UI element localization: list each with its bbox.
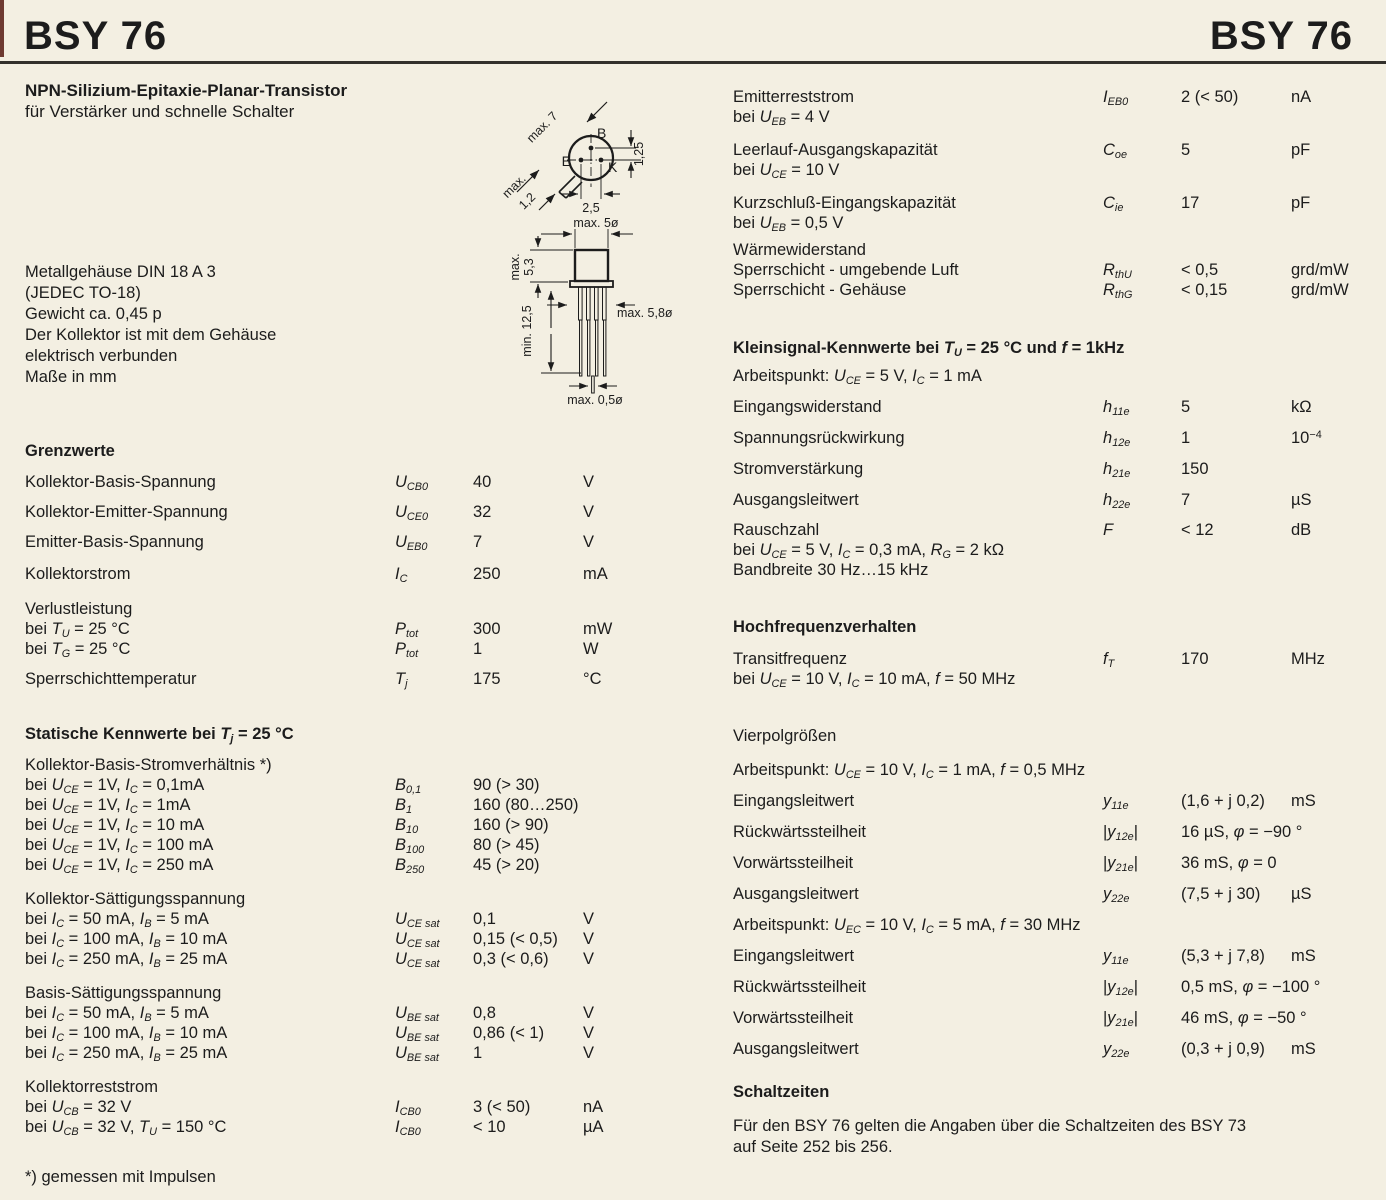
row-unit: mS bbox=[1291, 792, 1316, 810]
row-unit: mA bbox=[583, 565, 608, 583]
row-label: bei $T_G = 25$ °C bbox=[25, 640, 131, 660]
row-label: bei $I_C = 250$ mA, $I_B = 25$ mA bbox=[25, 950, 228, 970]
row-label: Kollektor-Sättigungsspannung bbox=[25, 890, 246, 908]
row-unit: V bbox=[583, 1024, 595, 1042]
row-label: Sperrschicht - Gehäuse bbox=[733, 281, 907, 299]
row-label: Ausgangsleitwert bbox=[733, 491, 859, 509]
spec-row bbox=[25, 669, 680, 689]
row-symbol: $R_{thU}$ bbox=[1103, 261, 1132, 281]
row-symbol: $B_{100}$ bbox=[395, 836, 425, 856]
margin-accent-strip bbox=[0, 0, 4, 57]
row-value: 160 (> 90) bbox=[473, 816, 549, 834]
row-unit: µA bbox=[583, 1118, 604, 1136]
row-symbol: $f_T$ bbox=[1103, 650, 1115, 670]
spec-row bbox=[25, 502, 680, 522]
row-value: 0,15 (< 0,5) bbox=[473, 930, 558, 948]
spec-row bbox=[25, 1043, 680, 1063]
row-unit: dB bbox=[1291, 521, 1312, 539]
row-value: 5 bbox=[1181, 141, 1191, 159]
row-unit: V bbox=[583, 503, 595, 521]
case-info-line: (JEDEC TO-18) bbox=[25, 284, 141, 302]
row-label: bei $I_C = 50$ mA, $I_B = 5$ mA bbox=[25, 1004, 209, 1024]
row-label: Vorwärtssteilheit bbox=[733, 1009, 854, 1027]
row-label: Arbeitspunkt: $U_{CE} = 10$ V, $I_C = 1$ mA, f = 0,5 MHz bbox=[733, 761, 1086, 781]
row-unit: V bbox=[583, 950, 595, 968]
dim-label-tab-1: max. bbox=[499, 171, 529, 201]
dim-label-tab-2: 1,2 bbox=[516, 190, 539, 213]
row-label: Vorwärtssteilheit bbox=[733, 854, 854, 872]
section-hochfrequenzverhalten bbox=[733, 617, 1383, 689]
row-label: bei $U_{CE} = 10$ V bbox=[733, 161, 840, 181]
row-label: bei $U_{EB} = 4$ V bbox=[733, 108, 830, 128]
spec-row bbox=[733, 280, 1383, 300]
row-label: Arbeitspunkt: $U_{EC} = 10$ V, $I_C = 5$ mA, f = 30 MHz bbox=[733, 916, 1081, 936]
pin-label-emitter: E bbox=[561, 153, 571, 169]
row-symbol: $h_{12e}$ bbox=[1103, 429, 1131, 449]
row-value: 150 bbox=[1181, 460, 1209, 478]
row-value: < 12 bbox=[1181, 521, 1214, 539]
row-unit: mS bbox=[1291, 947, 1316, 965]
spec-text-line bbox=[25, 1077, 680, 1097]
spec-row bbox=[25, 815, 680, 835]
section-heading bbox=[25, 441, 680, 461]
row-unit: W bbox=[583, 640, 599, 658]
spec-row bbox=[25, 835, 680, 855]
row-label: Vierpolgrößen bbox=[733, 727, 837, 745]
row-value: 36 mS, φ = 0 bbox=[1181, 854, 1277, 872]
row-value: 0,5 mS, φ = −100 ° bbox=[1181, 978, 1321, 996]
spec-row bbox=[733, 87, 1383, 107]
spec-text-line bbox=[733, 560, 1383, 580]
dim-label-cap-height-1: max. bbox=[508, 253, 522, 281]
row-label: Ausgangsleitwert bbox=[733, 1040, 859, 1058]
row-symbol: $B_{10}$ bbox=[395, 816, 419, 836]
row-label: bei $U_{CE} = 1V$, $I_C = 1mA$ bbox=[25, 796, 191, 816]
row-value: 17 bbox=[1181, 194, 1200, 212]
row-label: Kurzschluß-Eingangskapazität bbox=[733, 194, 956, 212]
spec-row bbox=[733, 649, 1383, 669]
row-value: 80 (> 45) bbox=[473, 836, 540, 854]
row-unit: kΩ bbox=[1291, 398, 1312, 416]
spec-row bbox=[733, 822, 1383, 842]
row-label: bei $U_{CB} = 32$ V bbox=[25, 1098, 132, 1118]
row-label: bei $U_{CE} = 1V$, $I_C = 10$ mA bbox=[25, 816, 205, 836]
row-label: bei $U_{EB} = 0,5$ V bbox=[733, 214, 844, 234]
row-unit: grd/mW bbox=[1291, 281, 1349, 299]
spec-text-line bbox=[733, 107, 1383, 127]
row-label: Kollektor-Emitter-Spannung bbox=[25, 503, 228, 521]
row-label: Rückwärtssteilheit bbox=[733, 823, 866, 841]
row-symbol: $U_{CB0}$ bbox=[395, 473, 429, 493]
spec-row bbox=[25, 639, 680, 659]
row-label: Bandbreite 30 Hz…15 kHz bbox=[733, 561, 929, 579]
row-label: Ausgangsleitwert bbox=[733, 885, 859, 903]
row-symbol: $C_{oe}$ bbox=[1103, 141, 1128, 161]
row-label: Kollektor-Basis-Stromverhältnis *) bbox=[25, 756, 272, 774]
row-symbol: $B_{250}$ bbox=[395, 856, 425, 876]
spec-row bbox=[733, 140, 1383, 160]
row-symbol: $I_{CB0}$ bbox=[395, 1098, 421, 1118]
row-label: Wärmewiderstand bbox=[733, 241, 866, 259]
row-symbol: $|y_{12e}|$ bbox=[1103, 823, 1138, 843]
spec-row bbox=[25, 949, 680, 969]
section-heading bbox=[733, 338, 1383, 358]
row-label: bei $T_U = 25$ °C bbox=[25, 620, 130, 640]
row-symbol: F bbox=[1103, 521, 1114, 539]
package-drawing bbox=[483, 86, 698, 426]
row-symbol: $h_{22e}$ bbox=[1103, 491, 1131, 511]
row-value: 2 (< 50) bbox=[1181, 88, 1239, 106]
package-top-view bbox=[516, 102, 641, 213]
spec-row bbox=[25, 929, 680, 949]
row-symbol: $U_{CE0}$ bbox=[395, 503, 429, 523]
row-label: Emitter-Basis-Spannung bbox=[25, 533, 204, 551]
schaltzeiten-line: Für den BSY 76 gelten die Angaben über die Schaltzeiten des BSY 73 bbox=[733, 1117, 1247, 1135]
row-symbol: $U_{BE sat}$ bbox=[395, 1004, 439, 1024]
row-symbol: $B_1$ bbox=[395, 796, 413, 816]
case-info-line: Maße in mm bbox=[25, 368, 117, 386]
row-value: 7 bbox=[473, 533, 483, 551]
spec-row bbox=[25, 532, 680, 552]
row-label: Leerlauf-Ausgangskapazität bbox=[733, 141, 938, 159]
schaltzeiten-line: auf Seite 252 bis 256. bbox=[733, 1138, 893, 1156]
row-label: Eingangsleitwert bbox=[733, 792, 855, 810]
row-unit: V bbox=[583, 1004, 595, 1022]
row-value: < 0,5 bbox=[1181, 261, 1219, 279]
spec-row bbox=[733, 1039, 1383, 1059]
row-value: 1 bbox=[1181, 429, 1191, 447]
dim-label-lead-length: min. 12,5 bbox=[520, 305, 534, 357]
spec-row bbox=[25, 909, 680, 929]
row-unit: grd/mW bbox=[1291, 261, 1349, 279]
row-value: 170 bbox=[1181, 650, 1209, 668]
device-application-line: für Verstärker und schnelle Schalter bbox=[25, 102, 295, 121]
row-label: bei $U_{CE} = 1V$, $I_C = 250$ mA bbox=[25, 856, 214, 876]
row-value: 7 bbox=[1181, 491, 1191, 509]
row-value: 175 bbox=[473, 670, 501, 688]
spec-text-line bbox=[25, 889, 680, 909]
row-label: Stromverstärkung bbox=[733, 460, 864, 478]
row-value: 0,3 (< 0,6) bbox=[473, 950, 549, 968]
spec-row bbox=[733, 977, 1383, 997]
spec-row bbox=[733, 397, 1383, 417]
spec-row bbox=[733, 791, 1383, 811]
spec-row bbox=[25, 775, 680, 795]
row-unit: °C bbox=[583, 670, 602, 688]
row-symbol: $h_{11e}$ bbox=[1103, 398, 1130, 418]
section-vierpolgroessen bbox=[733, 726, 1383, 1059]
dim-label-pin-vertical: 1,25 bbox=[632, 141, 646, 167]
spec-row bbox=[733, 193, 1383, 213]
row-symbol: $|y_{21e}|$ bbox=[1103, 1009, 1138, 1029]
row-unit: nA bbox=[1291, 88, 1312, 106]
row-symbol: $I_{CB0}$ bbox=[395, 1118, 421, 1138]
row-symbol: $h_{21e}$ bbox=[1103, 460, 1131, 480]
row-unit: V bbox=[583, 473, 595, 491]
row-label: Sperrschichttemperatur bbox=[25, 670, 197, 688]
spec-text-line bbox=[733, 213, 1383, 233]
row-value: (1,6 + j 0,2) bbox=[1181, 792, 1265, 810]
row-label: bei $I_C = 100$ mA, $I_B = 10$ mA bbox=[25, 1024, 228, 1044]
row-label: Spannungsrückwirkung bbox=[733, 429, 905, 447]
row-unit: V bbox=[583, 930, 595, 948]
spec-row bbox=[25, 1023, 680, 1043]
row-label: Arbeitspunkt: $U_{CE} = 5$ V, $I_C = 1$ mA bbox=[733, 367, 982, 387]
spec-row bbox=[733, 260, 1383, 280]
spec-text-line bbox=[25, 599, 680, 619]
pin-label-base: B bbox=[597, 125, 607, 141]
row-label: bei $U_{CE} = 10$ V, $I_C = 10$ mA, f = 50 MHz bbox=[733, 670, 1016, 690]
row-symbol: $|y_{21e}|$ bbox=[1103, 854, 1138, 874]
row-unit: $10^{-4}$ bbox=[1291, 429, 1322, 447]
row-value: 46 mS, φ = −50 ° bbox=[1181, 1009, 1307, 1027]
spec-row bbox=[733, 520, 1383, 540]
row-value: 160 (80…250) bbox=[473, 796, 579, 814]
row-value: 40 bbox=[473, 473, 492, 491]
row-label: Kleinsignal-Kennwerte bei $T_U = 25$ °C und f = 1kHz bbox=[733, 339, 1125, 359]
row-unit: nA bbox=[583, 1098, 604, 1116]
spec-row bbox=[25, 472, 680, 492]
spec-row bbox=[25, 619, 680, 639]
row-label: Hochfrequenzverhalten bbox=[733, 618, 917, 636]
spec-text-line bbox=[733, 726, 1383, 746]
case-info bbox=[25, 262, 276, 388]
row-value: 0,1 bbox=[473, 910, 496, 928]
case-info-line: Metallgehäuse DIN 18 A 3 bbox=[25, 263, 216, 281]
row-unit: V bbox=[583, 533, 595, 551]
row-value: 32 bbox=[473, 503, 492, 521]
row-label: bei $I_C = 100$ mA, $I_B = 10$ mA bbox=[25, 930, 228, 950]
row-label: Rauschzahl bbox=[733, 521, 820, 539]
row-symbol: $y_{22e}$ bbox=[1103, 1040, 1130, 1060]
row-symbol: $I_C$ bbox=[395, 565, 408, 585]
spec-text-line bbox=[733, 540, 1383, 560]
device-type-line: NPN-Silizium-Epitaxie-Planar-Transistor bbox=[25, 81, 348, 100]
row-label: bei $I_C = 250$ mA, $I_B = 25$ mA bbox=[25, 1044, 228, 1064]
dim-label-cap-height-2: 5,3 bbox=[522, 258, 536, 276]
spec-text-line bbox=[733, 240, 1383, 260]
row-symbol: $U_{BE sat}$ bbox=[395, 1024, 439, 1044]
spec-row bbox=[25, 1117, 680, 1137]
pin-label-collector-case: K bbox=[608, 159, 618, 175]
row-value: < 10 bbox=[473, 1118, 506, 1136]
row-label: Eingangswiderstand bbox=[733, 398, 882, 416]
spec-text-line bbox=[25, 983, 680, 1003]
row-value: 1 bbox=[473, 640, 483, 658]
row-value: 300 bbox=[473, 620, 501, 638]
row-label: bei $U_{CB} = 32$ V, $T_U = 150$ °C bbox=[25, 1118, 227, 1138]
row-value: 0,8 bbox=[473, 1004, 496, 1022]
spec-text-line bbox=[25, 755, 680, 775]
header-rule bbox=[0, 61, 1386, 64]
row-symbol: $U_{CE sat}$ bbox=[395, 950, 440, 970]
section-heading bbox=[733, 617, 1383, 637]
row-unit: mW bbox=[583, 620, 613, 638]
section-grenzwerte bbox=[25, 441, 680, 689]
row-label: Transitfrequenz bbox=[733, 650, 848, 668]
row-label: Kollektorreststrom bbox=[25, 1078, 158, 1096]
row-symbol: $B_{0,1}$ bbox=[395, 776, 422, 796]
dim-label-cap-diameter: max. 5ø bbox=[573, 216, 619, 230]
spec-row bbox=[25, 1003, 680, 1023]
row-unit: µS bbox=[1291, 491, 1312, 509]
spec-row bbox=[25, 855, 680, 875]
row-symbol: $y_{22e}$ bbox=[1103, 885, 1130, 905]
row-label: bei $U_{CE} = 1V$, $I_C = 0,1mA$ bbox=[25, 776, 205, 796]
dim-label-flange-diameter: max. 5,8ø bbox=[617, 306, 673, 320]
row-value: 1 bbox=[473, 1044, 483, 1062]
schaltzeiten-paragraph bbox=[733, 1116, 1246, 1158]
row-symbol: $y_{11e}$ bbox=[1103, 792, 1129, 812]
row-symbol: $U_{CE sat}$ bbox=[395, 910, 440, 930]
row-value: 0,86 (< 1) bbox=[473, 1024, 545, 1042]
spec-text-line bbox=[733, 760, 1383, 780]
spec-row bbox=[25, 564, 680, 584]
row-unit: pF bbox=[1291, 194, 1311, 212]
row-label: bei $I_C = 50$ mA, $I_B = 5$ mA bbox=[25, 910, 209, 930]
row-symbol: $T_j$ bbox=[395, 670, 408, 690]
row-label: Statische Kennwerte bei $T_j = 25$ °C bbox=[25, 725, 294, 745]
device-description bbox=[25, 80, 347, 122]
row-symbol: $U_{CE sat}$ bbox=[395, 930, 440, 950]
case-info-line: Gewicht ca. 0,45 p bbox=[25, 305, 162, 323]
row-label: Basis-Sättigungsspannung bbox=[25, 984, 222, 1002]
row-symbol: $U_{BE sat}$ bbox=[395, 1044, 439, 1064]
case-info-line: elektrisch verbunden bbox=[25, 347, 178, 365]
spec-row bbox=[733, 459, 1383, 479]
spec-row bbox=[733, 1008, 1383, 1028]
row-label: Rückwärtssteilheit bbox=[733, 978, 866, 996]
spec-row bbox=[733, 853, 1383, 873]
spec-row bbox=[733, 428, 1383, 448]
row-unit: V bbox=[583, 910, 595, 928]
row-unit: µS bbox=[1291, 885, 1312, 903]
spec-text-line bbox=[733, 366, 1383, 386]
section-heading bbox=[25, 724, 680, 744]
row-value: < 0,15 bbox=[1181, 281, 1228, 299]
row-unit: mS bbox=[1291, 1040, 1316, 1058]
row-value: 250 bbox=[473, 565, 501, 583]
section-schaltzeiten-title: Schaltzeiten bbox=[733, 1083, 830, 1101]
row-value: 90 (> 30) bbox=[473, 776, 540, 794]
row-symbol: $|y_{12e}|$ bbox=[1103, 978, 1138, 998]
row-label: Kollektor-Basis-Spannung bbox=[25, 473, 216, 491]
row-symbol: $y_{11e}$ bbox=[1103, 947, 1129, 967]
spec-text-line bbox=[733, 915, 1383, 935]
row-symbol: $P_{tot}$ bbox=[395, 620, 419, 640]
row-label: Eingangsleitwert bbox=[733, 947, 855, 965]
spec-row bbox=[25, 1097, 680, 1117]
row-label: Emitterreststrom bbox=[733, 88, 855, 106]
spec-text-line bbox=[733, 669, 1383, 689]
spec-row bbox=[733, 946, 1383, 966]
spec-row bbox=[733, 490, 1383, 510]
row-value: 3 (< 50) bbox=[473, 1098, 531, 1116]
row-symbol: $I_{EB0}$ bbox=[1103, 88, 1129, 108]
dim-label-pin-horizontal: 2,5 bbox=[582, 201, 600, 215]
row-symbol: $R_{thG}$ bbox=[1103, 281, 1133, 301]
row-value: 16 µS, φ = −90 ° bbox=[1181, 823, 1303, 841]
row-label: Sperrschicht - umgebende Luft bbox=[733, 261, 959, 279]
part-number-title-left: BSY 76 bbox=[24, 14, 168, 58]
row-value: (5,3 + j 7,8) bbox=[1181, 947, 1265, 965]
row-label: bei $U_{CE} = 1V$, $I_C = 100$ mA bbox=[25, 836, 214, 856]
row-value: 45 (> 20) bbox=[473, 856, 540, 874]
row-symbol: $C_{ie}$ bbox=[1103, 194, 1124, 214]
row-label: bei $U_{CE} = 5$ V, $I_C = 0,3$ mA, $R_G = 2$ kΩ bbox=[733, 541, 1005, 561]
case-info-line: Der Kollektor ist mit dem Gehäuse bbox=[25, 326, 277, 344]
section-kleinsignal-kennwerte bbox=[733, 338, 1383, 580]
row-unit: V bbox=[583, 1044, 595, 1062]
row-symbol: $U_{EB0}$ bbox=[395, 533, 428, 553]
row-label: Verlustleistung bbox=[25, 600, 133, 618]
row-label: Grenzwerte bbox=[25, 442, 115, 460]
spec-row bbox=[25, 795, 680, 815]
part-number-title-right: BSY 76 bbox=[1209, 14, 1353, 58]
section-statische-kennwerte bbox=[25, 724, 680, 1137]
spec-row bbox=[733, 884, 1383, 904]
spec-text-line bbox=[733, 160, 1383, 180]
row-unit: pF bbox=[1291, 141, 1311, 159]
row-unit: MHz bbox=[1291, 650, 1325, 668]
row-symbol: $P_{tot}$ bbox=[395, 640, 419, 660]
footnote: *) gemessen mit Impulsen bbox=[25, 1168, 216, 1186]
section-reststrom-kapazitaet-waermewiderstand bbox=[733, 87, 1383, 300]
row-value: (7,5 + j 30) bbox=[1181, 885, 1261, 903]
dim-label-across-tab: max. 7 bbox=[523, 108, 561, 146]
dim-label-lead-diameter: max. 0,5ø bbox=[567, 393, 623, 407]
row-value: (0,3 + j 0,9) bbox=[1181, 1040, 1265, 1058]
row-value: 5 bbox=[1181, 398, 1191, 416]
row-label: Kollektorstrom bbox=[25, 565, 131, 583]
